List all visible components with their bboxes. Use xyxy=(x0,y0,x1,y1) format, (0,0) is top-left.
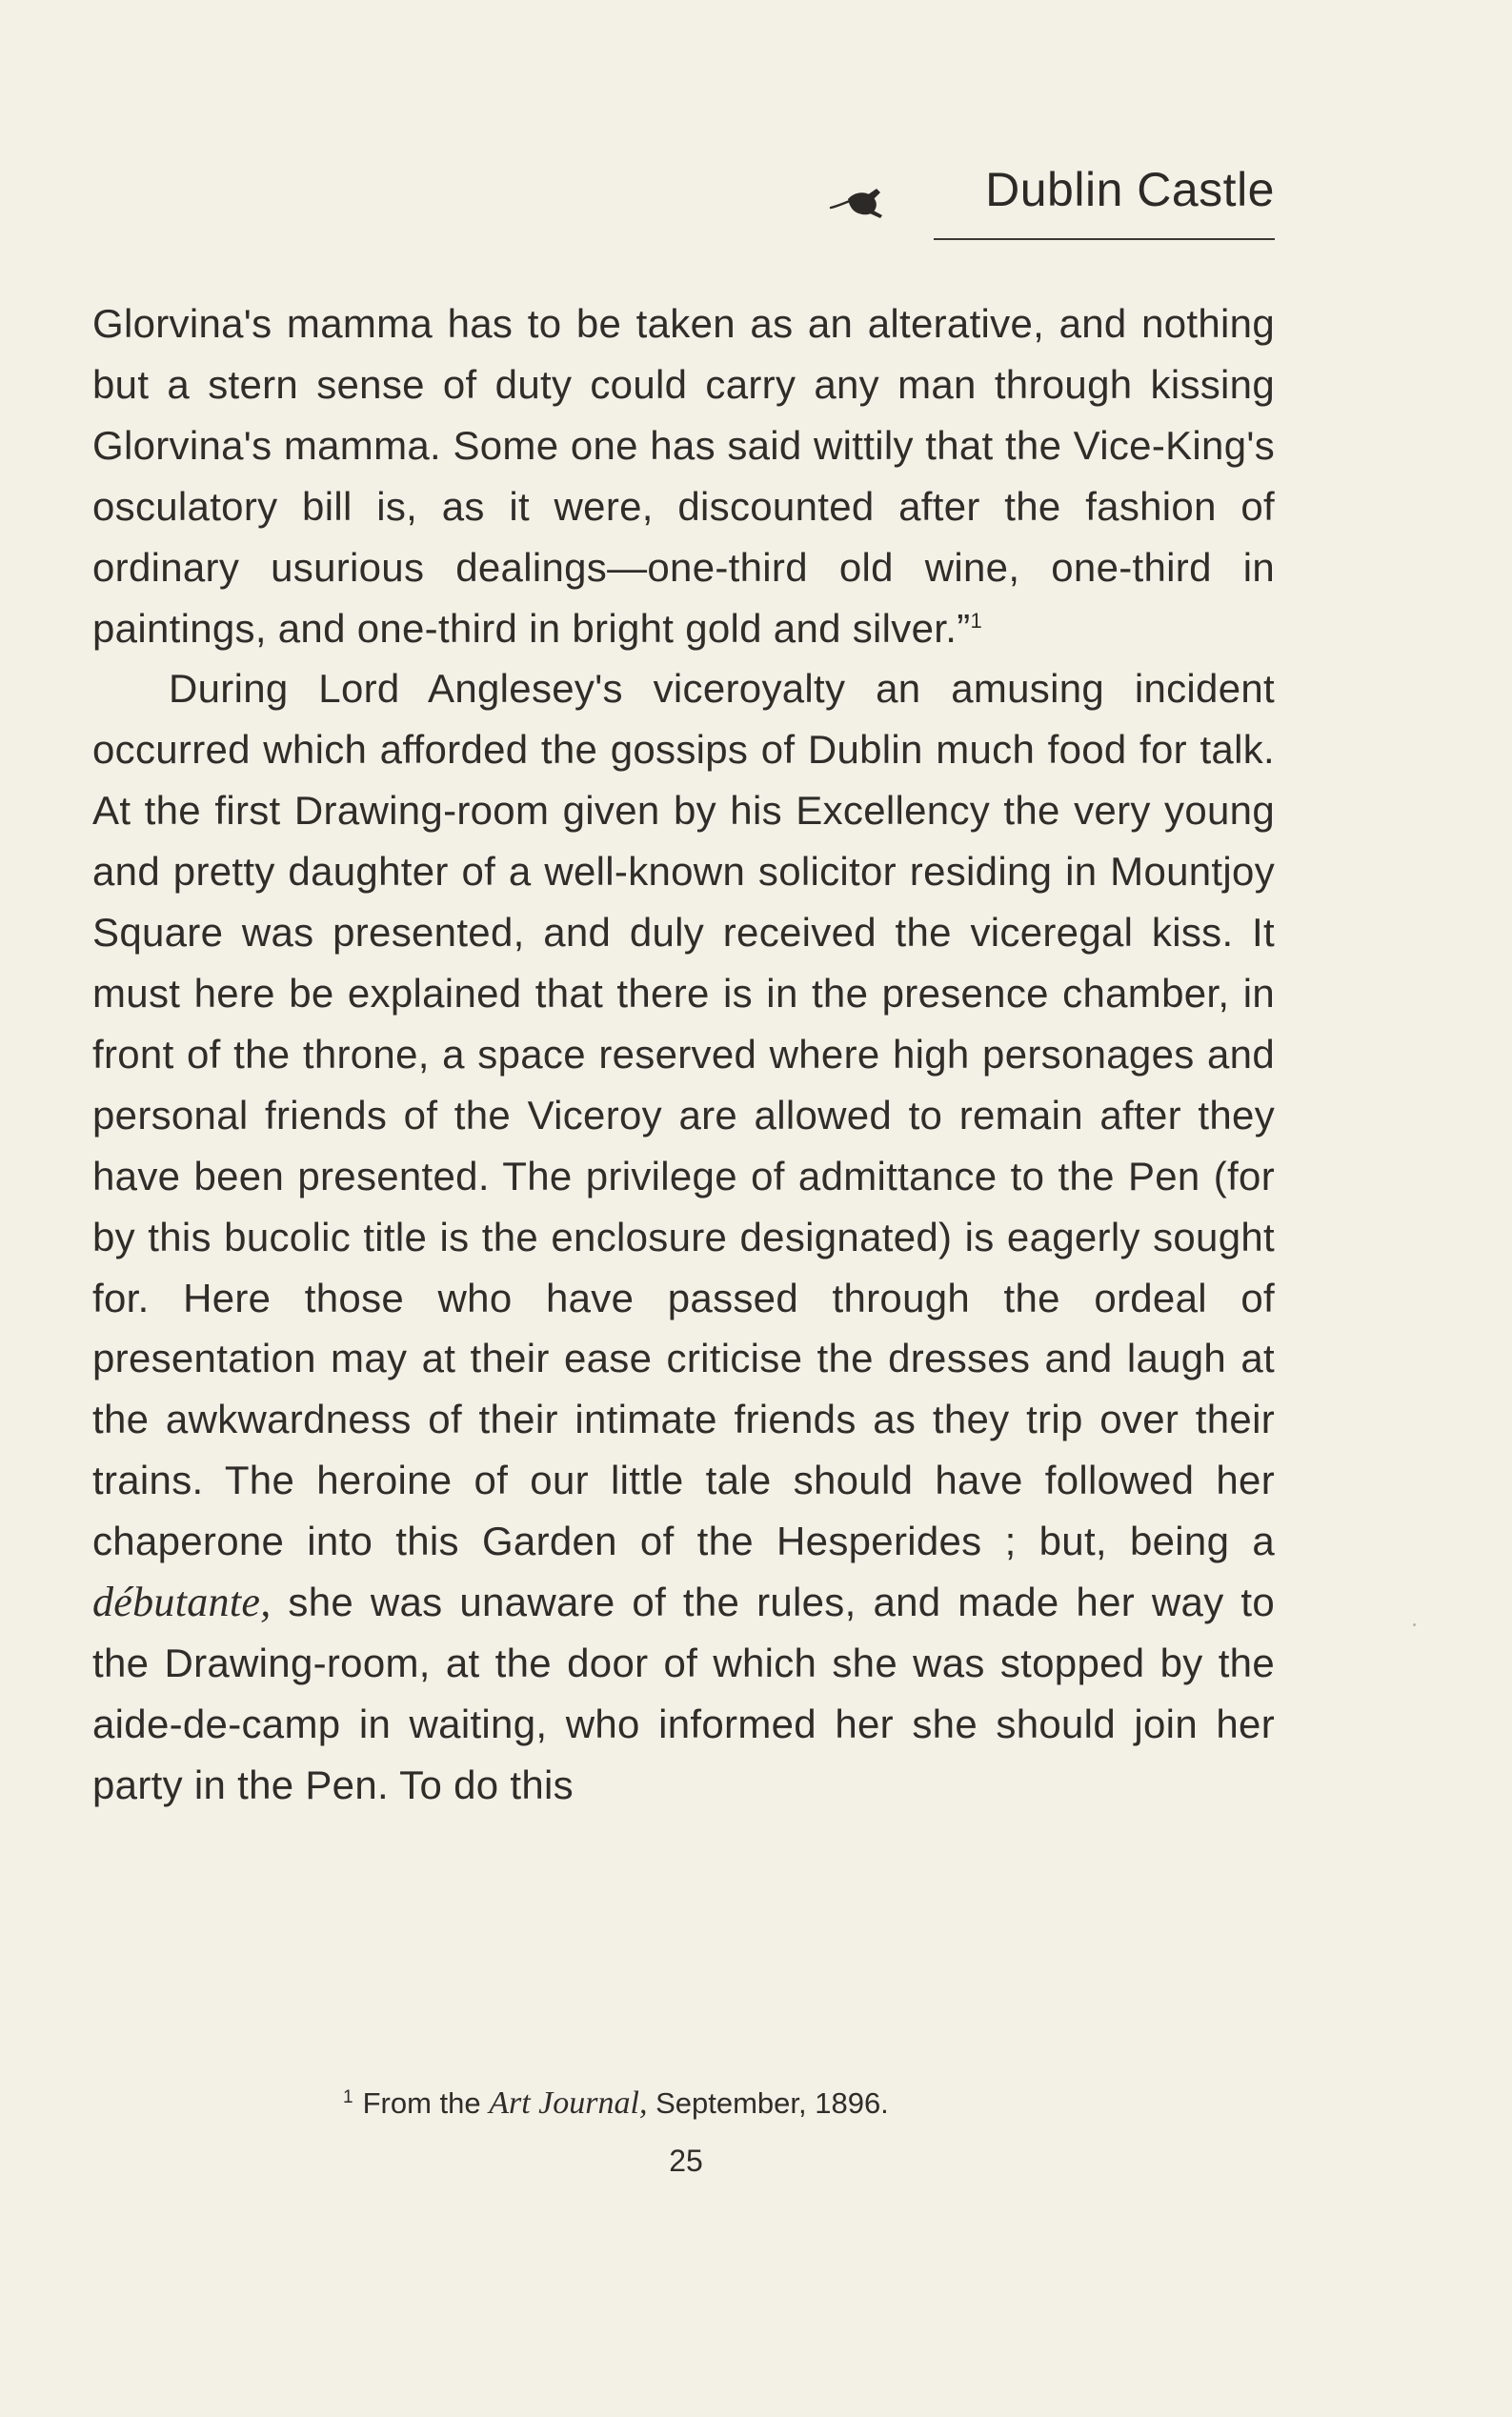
paragraph-text: Glorvina's mamma has to be taken as an alterative, and nothing but a stern sense of duty could carry any man through kissing Glorvina's mamma. Some one has said wittily that the Vice-King's osculatory bill is, as it were, discounted after the fashion of ordinary usurious dealings—one-third old wine, one-third in paintings, and one-third in bright gold and silver.” xyxy=(92,301,1275,651)
footnote-text-after: September, 1896. xyxy=(647,2086,889,2120)
hand-pointer-ornament-icon xyxy=(829,187,884,219)
paragraph-text: she was unaware of the rules, and made her way to the Drawing-room, at the door of which she was stopped by the aide-de-camp in waiting, who informed her she should join her party in the Pen. To do this xyxy=(92,1580,1275,1807)
running-head-title: Dublin Castle xyxy=(985,163,1275,216)
footnote-journal-title: Art Journal, xyxy=(489,2085,648,2121)
footnote xyxy=(343,2085,1200,2123)
paper-speck xyxy=(1413,1623,1416,1626)
paragraph-text: During Lord Anglesey's viceroyalty an amusing incident occurred which afforded the gossips of Dublin much food for talk. At the first Drawing-room given by his Excellency the very young and pretty daughter of a well-known solicitor residing in Mountjoy Square was presented, and duly received the viceregal kiss. It must here be explained that there is in the presence chamber, in front of the throne, a space reserved where high personages and personal friends of the Viceroy are allowed to remain after they have been presented. The privilege of admittance to the Pen (for by this bucolic title is the enclosure designated) is eagerly sought for. Here those who have passed through the ordeal of presentation may at their ease criticise the dresses and laugh at the awkwardness of their intimate friends as they trip over their trains. The heroine of our little tale should have followed her chaperone into this Garden of the Hesperides ; but, being a xyxy=(92,666,1275,1564)
running-head-rule xyxy=(934,238,1275,240)
body-text xyxy=(92,293,1275,1816)
running-head xyxy=(819,160,1275,246)
italic-word: débutante, xyxy=(92,1579,272,1626)
footnote-text-before: From the xyxy=(362,2086,490,2120)
footnote-reference: 1 xyxy=(970,608,983,633)
page-number: 25 xyxy=(669,2144,703,2178)
paragraph xyxy=(92,658,1275,1815)
paragraph xyxy=(92,293,1275,658)
footnote-mark: 1 xyxy=(343,2086,353,2107)
